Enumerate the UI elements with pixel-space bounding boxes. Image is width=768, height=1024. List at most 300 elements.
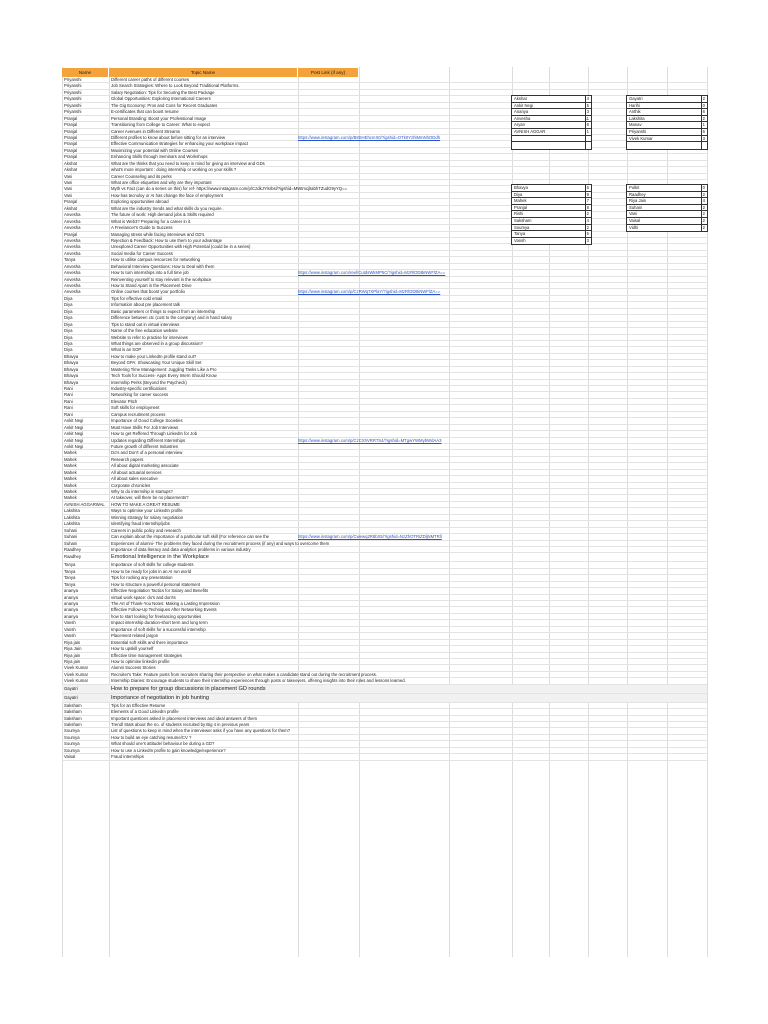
tally-row[interactable] — [627, 185, 707, 192]
cell-topic[interactable]: How to upskill yourself — [111, 646, 154, 652]
cell-topic[interactable]: Rejection & Feedback: How to use them to your advantage — [111, 237, 223, 243]
cell-topic[interactable]: Tech Tools for Success- Apps Every Intern Should Know — [111, 373, 217, 379]
cell-name[interactable]: Rani — [64, 386, 73, 391]
cell-name[interactable]: Vani — [64, 192, 73, 198]
cell-topic[interactable]: Importance of soft skills for college students — [111, 562, 194, 568]
cell-topic[interactable]: Emotional Intelligence in the Workplace — [111, 554, 209, 561]
cell-name[interactable]: Ankit Negi — [64, 437, 84, 443]
cell-topic[interactable]: Transitioning from College to Career: What to expect — [111, 122, 211, 128]
cell-post-link[interactable]: https://www.instagram.com/p/CzRWq7XPlaY/?igshid=MzRlODBiNWFlZA== — [298, 289, 441, 295]
cell-name[interactable]: Soumya — [64, 728, 80, 734]
table-row[interactable] — [62, 685, 707, 694]
cell-topic[interactable]: All about digital marketing associate — [111, 463, 179, 469]
cell-name[interactable]: Soumya — [64, 747, 80, 753]
cell-topic[interactable]: Tips for effective cold email — [111, 295, 163, 301]
cell-name[interactable]: Anvesha — [64, 237, 81, 243]
cell-topic[interactable]: Career Counseling and its perks — [111, 173, 172, 179]
cell-topic[interactable]: The Art of Thank-You Notes: Making a Lasting Impression — [111, 601, 220, 606]
cell-topic[interactable]: Salary Negotiation: Tips for Securing the Best Package — [111, 89, 215, 95]
tally-name: Priyanshi — [629, 128, 647, 134]
cell-topic[interactable]: How to utilise campus resources for networking — [111, 257, 201, 263]
cell-topic[interactable]: How to Stand Apart in the Placement Drive — [111, 283, 192, 288]
tally-box — [626, 184, 708, 232]
cell-name[interactable]: Mahek — [64, 476, 77, 482]
cell-topic[interactable]: Importance of Good College Societies — [111, 418, 183, 424]
cell-topic[interactable]: How to be ready for jobs in an AI run world — [111, 568, 192, 574]
cell-name[interactable]: Diya — [64, 334, 73, 340]
tally-row[interactable] — [512, 231, 591, 238]
cell-name[interactable]: Mahek — [64, 495, 77, 501]
cell-topic[interactable]: Ways to optimise your LinkedIn profile — [111, 508, 183, 514]
cell-topic[interactable]: Information about pre placement talk — [111, 302, 180, 308]
cell-name[interactable]: Anvesha — [64, 244, 81, 250]
tally-row[interactable] — [512, 96, 591, 103]
tally-row[interactable] — [627, 96, 707, 103]
cell-name[interactable]: Lakshita — [64, 508, 80, 514]
cell-topic[interactable]: Alumni Success Stories — [111, 665, 156, 671]
tally-row[interactable] — [512, 211, 591, 218]
cell-topic[interactable]: Global Opportunities: Exploring International Careers — [111, 96, 211, 102]
cell-name[interactable]: Diya — [64, 347, 73, 353]
cell-name[interactable]: Vani — [64, 173, 73, 179]
tally-box — [511, 95, 592, 150]
cell-name[interactable]: Saksham — [64, 715, 82, 721]
cell-name[interactable]: Priyanshi — [64, 96, 82, 102]
cell-name[interactable]: Mahek — [64, 450, 77, 456]
cell-topic[interactable]: Social media for Career Success — [111, 250, 173, 256]
tally-name: Soumya — [514, 224, 530, 230]
cell-topic[interactable]: Career Avenues in Different Streams — [111, 128, 181, 134]
cell-topic[interactable]: virtual work space: do's and don'ts — [111, 594, 176, 600]
tally-row[interactable] — [627, 142, 707, 149]
tally-row[interactable] — [627, 136, 707, 143]
tally-row[interactable] — [512, 103, 591, 110]
cell-topic[interactable]: How to structure a powerful personal statement — [111, 581, 201, 587]
cell-name[interactable]: Anvesha — [64, 283, 81, 288]
cell-name[interactable]: Suhani — [64, 540, 78, 546]
cell-topic[interactable]: how to start looking for freelancing opportunities — [111, 613, 202, 619]
tally-name: Ananya — [514, 109, 529, 115]
cell-topic[interactable]: Careers in public policy and research — [111, 527, 181, 533]
cell-topic[interactable]: List of questions to keep in mind when the interviewer asks if you have any questions for them? — [111, 728, 291, 734]
cell-name[interactable]: Priyanshi — [64, 89, 82, 95]
cell-name[interactable]: Saksham — [64, 709, 82, 715]
tally-name: Ankit Negi — [514, 102, 534, 108]
cell-name[interactable]: Mahek — [64, 456, 77, 462]
tally-count: 3 — [586, 109, 589, 115]
cell-topic[interactable]: Identifying fraud internship/jobs — [111, 521, 170, 527]
tally-count: 2 — [702, 211, 705, 217]
cell-name[interactable]: Riya jain — [64, 658, 81, 664]
tally-count: 11 — [584, 115, 589, 121]
cell-name[interactable]: Tanya — [64, 581, 76, 587]
tally-count: 8 — [586, 204, 589, 210]
cell-topic[interactable]: Networking for career success — [111, 392, 169, 398]
cell-name[interactable]: Pranjal — [64, 128, 78, 134]
cell-name[interactable]: ananya — [64, 607, 78, 613]
cell-topic[interactable]: Effective Negotiation Tactics for Salary and Benefits — [111, 588, 209, 594]
cell-topic[interactable]: How to optimise linkedin profile — [111, 658, 170, 664]
tally-name: Riya Jain — [629, 198, 647, 204]
cell-topic[interactable]: Importance of soft skills for a successful internship — [111, 626, 206, 632]
tally-row[interactable] — [512, 218, 591, 225]
cell-topic[interactable]: Basic parameters or things to expect from an internship — [111, 308, 216, 314]
cell-topic[interactable]: What are the industry trends and what skills do you require . — [111, 205, 224, 211]
tally-count: 9 — [586, 191, 589, 197]
tally-row[interactable] — [512, 136, 591, 143]
cell-name[interactable]: Akshat — [64, 167, 77, 173]
cell-topic[interactable]: How to build an eye catching resume/CV ? — [111, 734, 192, 740]
cell-name[interactable]: Mahek — [64, 469, 77, 475]
cell-name[interactable]: Mahek — [64, 482, 77, 488]
cell-name[interactable]: ananya — [64, 601, 78, 606]
cell-topic[interactable]: Internship Perks (Beyond the Paycheck) — [111, 379, 187, 385]
cell-topic[interactable]: Essential soft skills and there importance — [111, 639, 189, 645]
cell-name[interactable]: Suhani — [64, 534, 78, 540]
cell-name[interactable]: Tanya — [64, 568, 76, 574]
cell-name[interactable]: Vaisal — [64, 754, 76, 760]
cell-name[interactable]: Pranjal — [64, 231, 78, 237]
cell-topic[interactable]: How to prepare for group discussions in placement GD rounds — [111, 685, 266, 692]
tally-name: Lakshita — [629, 115, 645, 121]
cell-name[interactable]: Priyanshi — [64, 102, 82, 108]
tally-name: Raadhey — [629, 191, 646, 197]
cell-topic[interactable]: Enhancing Skills through Seminars and Workshops — [111, 154, 208, 160]
cell-topic[interactable]: Soft skills for employment — [111, 405, 160, 411]
cell-topic[interactable]: Fraud internships — [111, 754, 144, 760]
cell-topic[interactable]: Effective time management strategies — [111, 652, 183, 658]
cell-topic[interactable]: Can explain about the importance of a particular soft skill (For reference can see the — [111, 534, 270, 540]
cell-topic[interactable]: Placement related jargon — [111, 633, 159, 639]
tally-name: Diya — [514, 191, 523, 197]
cell-name[interactable]: Vivek Kumar — [64, 665, 89, 671]
tally-row[interactable] — [627, 103, 707, 110]
cell-name[interactable]: Akshat — [64, 160, 77, 166]
tally-name: Vani — [629, 211, 638, 217]
cell-name[interactable]: Diya — [64, 315, 73, 321]
cell-name[interactable]: ananya — [64, 594, 78, 600]
cell-name[interactable]: Anvesha — [64, 263, 81, 269]
cell-name[interactable]: Anvesha — [64, 218, 81, 224]
tally-name: Harihi — [629, 102, 640, 108]
cell-topic[interactable]: Internship Diaries: Encourage students to share their internship experiences through posts or takeovers, offering insights into their roles and lessons learned. — [111, 678, 406, 684]
cell-name[interactable]: Bhavya — [64, 366, 79, 372]
cell-topic[interactable]: AI takeover, will there be no placements? — [111, 495, 189, 501]
cell-name[interactable]: Mahek — [64, 489, 77, 494]
tally-row[interactable] — [627, 109, 707, 116]
cell-name[interactable]: Diya — [64, 295, 73, 301]
cell-topic[interactable]: Industry-specific certifications — [111, 386, 167, 391]
table-row[interactable] — [62, 553, 707, 562]
cell-topic[interactable]: Recruiter's Take: Feature posts from recruiters sharing their perspective on what makes a candidate stand out during the recruitment process. — [111, 671, 378, 677]
cell-topic[interactable]: All about actuarial services — [111, 469, 162, 475]
cell-topic[interactable]: How has tecnoloy or AI has change the face of employment — [111, 192, 223, 198]
cell-topic[interactable]: Corporate chronicles — [111, 482, 151, 488]
tally-row[interactable] — [627, 116, 707, 123]
tally-name: Gayatri — [629, 96, 643, 101]
cell-post-link[interactable]: https://www.instagram.com/p/CzCXhVRR7S4/?igshid=MTgwYWMybWdAA3 — [298, 437, 442, 443]
cell-name[interactable]: Pranjal — [64, 115, 78, 121]
cell-name[interactable]: Anvesha — [64, 250, 81, 256]
cell-topic[interactable]: Do's and Don't of a personal interview — [111, 450, 183, 456]
tally-name: Vidhi — [629, 224, 639, 230]
tally-row[interactable] — [627, 225, 707, 232]
cell-topic[interactable]: How to use a LinkedIn profile to gain knowledge/experience? — [111, 747, 226, 753]
cell-name[interactable]: Soumya — [64, 734, 80, 740]
cell-topic[interactable]: Job Search Strategies: Where to Look Beyond Traditional Platforms. — [111, 83, 240, 89]
cell-name[interactable]: Diya — [64, 321, 73, 327]
tally-row[interactable] — [512, 185, 591, 192]
cell-topic[interactable]: Online courses that boost your portfolio — [111, 289, 185, 295]
cell-name[interactable]: Vivek Kumar — [64, 671, 89, 677]
tally-row[interactable] — [512, 109, 591, 116]
cell-topic[interactable]: Website to refer to practise for interviews — [111, 334, 188, 340]
tally-name: Bhavya — [514, 185, 528, 190]
cell-topic[interactable]: Reinventing yourself to stay relevant in the workplace — [111, 276, 212, 282]
cell-name[interactable]: Akshat — [64, 205, 77, 211]
cell-topic[interactable]: Myth vs Fact (can do a series on this) for ref- https://www.instagram.com/p/CzdkJYlsrbsl/?igshid=MWtmcjlIabhTZudG9yYQ== — [111, 186, 348, 192]
tally-count: 2 — [586, 211, 589, 217]
tally-row[interactable] — [512, 205, 591, 212]
cell-topic[interactable]: HOW TO MAKE A GREAT RESUME — [111, 501, 180, 507]
tally-name: Vaisal — [629, 217, 641, 223]
cell-name[interactable]: Anvesha — [64, 225, 81, 231]
cell-name[interactable]: Ankit Negi — [64, 443, 84, 449]
cell-name[interactable]: Diya — [64, 302, 73, 308]
cell-topic[interactable]: Experiences of alumni- The problems they faced during the recruitment process (if any) and ways to overcome them — [111, 540, 330, 546]
tally-name: Aryan — [514, 122, 525, 128]
cell-topic[interactable]: Future growth of different Industries — [111, 443, 179, 449]
cell-name[interactable]: Bhavya — [64, 379, 79, 385]
table-row[interactable] — [62, 754, 707, 760]
cell-post-link[interactable]: https://www.instagram.com/p/Cwewq2R8bX5/?igshid=NzZhOTRiZDljNMTRll — [298, 534, 442, 540]
tally-name: Tanya — [514, 231, 526, 237]
tally-count: 4 — [586, 217, 589, 223]
cell-name[interactable]: Ankit Negi — [64, 424, 84, 430]
cell-name[interactable]: Rani — [64, 411, 73, 417]
cell-topic[interactable]: A Freelancer's Guide to Success — [111, 225, 173, 231]
tally-row[interactable] — [512, 122, 591, 129]
tally-count: 2 — [702, 191, 705, 197]
tally-count: 5 — [586, 231, 589, 237]
cell-topic[interactable]: Elements of a Good LinkedIn profile — [111, 709, 179, 715]
cell-name[interactable]: AVNISH AGGARWAL — [64, 501, 105, 507]
cell-topic[interactable]: Important questions asked in placement interviews and ideal answers of them — [111, 715, 257, 721]
tally-count: 2 — [586, 224, 589, 230]
cell-name[interactable]: ananya — [64, 613, 78, 619]
cell-topic[interactable]: Why to do internship in startups? — [111, 489, 173, 494]
tally-count: 4 — [702, 198, 705, 204]
cell-name[interactable]: Pranjal — [64, 122, 78, 128]
cell-topic[interactable]: How to make your LinkedIn profile stand out? — [111, 353, 197, 359]
cell-name[interactable]: Suhani — [64, 527, 78, 533]
tally-name: Pulkit — [629, 185, 640, 190]
cell-name[interactable]: ananya — [64, 588, 78, 594]
cell-name[interactable]: Riya jain — [64, 639, 81, 645]
cell-topic[interactable]: Mastering Time Management: Juggling Tasks Like a Pro — [111, 366, 217, 372]
cell-name[interactable]: Vansh — [64, 633, 76, 639]
tally-count: 5 — [586, 185, 589, 190]
cell-topic[interactable]: Research papers — [111, 456, 144, 462]
tally-row[interactable] — [512, 142, 591, 149]
cell-topic[interactable]: Tips for rocking any presentation — [111, 575, 173, 581]
cell-topic[interactable]: Maximizing your potential with Online Courses — [111, 147, 199, 153]
cell-name[interactable]: Anvesha — [64, 270, 81, 276]
cell-topic[interactable]: E-certificates that can boost resume — [111, 109, 179, 115]
cell-name[interactable]: Tanya — [64, 257, 76, 263]
cell-topic[interactable]: Tips for an Effective Resume — [111, 702, 166, 708]
tally-row[interactable] — [627, 198, 707, 205]
cell-topic[interactable]: Name of the free education website — [111, 328, 178, 334]
cell-topic[interactable]: Effective Follow-Up Techniques After Networking Events — [111, 607, 217, 613]
cell-topic[interactable]: Elevator Pitch — [111, 398, 138, 404]
cell-topic[interactable]: Effective Communication strategies for enhancing your workplace impact — [111, 141, 248, 147]
table-row[interactable] — [62, 694, 707, 703]
cell-topic[interactable]: Different profiles to know about before sitting for an interview — [111, 134, 226, 140]
cell-topic[interactable]: what's more important : doing internship or working on your skills ? — [111, 167, 237, 173]
cell-name[interactable]: Saksham — [64, 702, 82, 708]
cell-name[interactable]: Tanya — [64, 562, 76, 568]
cell-name[interactable]: Rani — [64, 398, 73, 404]
tally-name: Vivek Kumar — [629, 135, 653, 141]
table-rows — [62, 77, 707, 761]
cell-name[interactable]: Vansh — [64, 620, 76, 626]
cell-name[interactable]: Priyanshi — [64, 109, 82, 115]
cell-name[interactable]: Riya Jain — [64, 646, 82, 652]
tally-row[interactable] — [512, 225, 591, 232]
cell-name[interactable]: Rani — [64, 392, 73, 398]
cell-name[interactable]: Diya — [64, 308, 73, 314]
cell-topic[interactable]: What are office etiquettes and why are they important — [111, 180, 212, 185]
cell-name[interactable]: Pranjal — [64, 141, 78, 147]
cell-name[interactable]: Anvesha — [64, 276, 81, 282]
header-post-link[interactable]: Post Link (if any) — [298, 68, 358, 77]
tally-count: 0 — [702, 102, 705, 108]
cell-topic[interactable]: Importance of data literacy and data analytics problems in various industry — [111, 546, 251, 552]
cell-name[interactable]: Diya — [64, 328, 73, 334]
cell-name[interactable]: Riya jain — [64, 652, 81, 658]
cell-name[interactable]: Pranjal — [64, 147, 78, 153]
tally-name: AVNISH AGGAR — [514, 128, 546, 134]
tally-count: 0 — [702, 185, 705, 190]
cell-name[interactable]: Soumya — [64, 741, 80, 747]
cell-topic[interactable]: Campus recruitment process — [111, 411, 166, 417]
cell-name[interactable]: Gayatri — [64, 685, 78, 691]
tally-name: Vansh — [514, 237, 526, 243]
cell-name[interactable]: Pranjal — [64, 199, 78, 205]
cell-topic[interactable]: What things are observed in a group discussion? — [111, 340, 203, 346]
cell-topic[interactable]: What is Web3? Preparing for a career in it. — [111, 218, 192, 224]
cell-name[interactable]: Pranjal — [64, 154, 78, 160]
tally-count: 3 — [586, 237, 589, 243]
cell-topic[interactable]: Importance of negotiation in job hunting — [111, 694, 209, 701]
cell-name[interactable]: Diya — [64, 340, 73, 346]
cell-topic[interactable]: All about sales executive — [111, 476, 158, 482]
tally-count: 6 — [702, 109, 705, 115]
header-topic-name[interactable]: Topic Name — [109, 68, 297, 77]
cell-name[interactable]: Mahek — [64, 463, 77, 469]
cell-name[interactable]: Vivek Kumar — [64, 678, 89, 684]
cell-name[interactable]: Anvesha — [64, 289, 81, 295]
tally-row[interactable] — [627, 192, 707, 199]
cell-topic[interactable]: How to turn internships into a full time job — [111, 270, 189, 276]
tally-count: 1 — [702, 122, 705, 128]
cell-topic[interactable]: What is an SOP — [111, 347, 142, 353]
cell-name[interactable]: Bhavya — [64, 353, 79, 359]
cell-name[interactable]: Raadhey — [64, 546, 82, 552]
cell-topic[interactable]: Trendl Stats about the no. of students recruited by Big 4 in previous years — [111, 722, 250, 727]
cell-topic[interactable]: What are the thinks that you need to keep in mind for giving an interview and GDs — [111, 160, 265, 166]
cell-topic[interactable]: Different career paths of different courses — [111, 77, 190, 82]
cell-topic[interactable]: Must Have Skills For Job Interviews — [111, 424, 179, 430]
cell-topic[interactable]: Exploring opportunities abroad — [111, 199, 169, 205]
cell-name[interactable]: Vani — [64, 180, 73, 185]
tally-row[interactable] — [512, 129, 591, 136]
cell-topic[interactable]: Tips to stand out in virtual interviews — [111, 321, 180, 327]
cell-topic[interactable]: Impact internship duration-short term and long term — [111, 620, 208, 626]
tally-row[interactable] — [512, 198, 591, 205]
cell-name[interactable]: Raadhey — [64, 554, 82, 560]
cell-name[interactable]: Saksham — [64, 722, 82, 727]
cell-topic[interactable]: Unexplored Career Opportunities with High Potential (could be in a series) — [111, 244, 251, 250]
tally-row[interactable] — [627, 205, 707, 212]
tally-name: Suhani — [629, 204, 643, 210]
cell-name[interactable]: Lakshita — [64, 521, 80, 527]
tally-count: 6 — [702, 128, 705, 134]
tally-row[interactable] — [627, 211, 707, 218]
cell-topic[interactable]: Beyond GPA: Showcasing Your Unique Skill Set — [111, 360, 202, 366]
cell-name[interactable]: Lakshita — [64, 514, 80, 520]
tally-count: 5 — [586, 102, 589, 108]
cell-topic[interactable]: Managing stress while facing interviews and GD's — [111, 231, 205, 237]
cell-name[interactable]: Vani — [64, 186, 73, 192]
cell-topic[interactable]: Behavioral Interview Questions: How to Deal with them — [111, 263, 215, 269]
cell-name[interactable]: Priyanshi — [64, 83, 82, 89]
tally-name: Saksham — [514, 217, 532, 223]
cell-name[interactable]: Bhavya — [64, 360, 79, 366]
cell-name[interactable]: Ankit Negi — [64, 431, 84, 437]
cell-topic[interactable]: The Gig Economy: Pros and Cons for Recent Graduates — [111, 102, 218, 108]
tally-row[interactable] — [512, 192, 591, 199]
tally-row[interactable] — [512, 116, 591, 123]
tally-count: 2 — [702, 204, 705, 210]
cell-name[interactable]: Pranjal — [64, 134, 78, 140]
header-name[interactable]: Name — [62, 68, 108, 77]
tally-row[interactable] — [627, 122, 707, 129]
cell-name[interactable]: Ankit Negi — [64, 418, 84, 424]
cell-post-link[interactable]: https://www.instagram.com/reel/CutdsWkMP5C/?igshid=MzRlODBiNWFlZA== — [298, 270, 446, 276]
cell-topic[interactable]: Personal Branding: Boost your Professional Image — [111, 115, 207, 121]
tally-row[interactable] — [627, 218, 707, 225]
cell-name[interactable]: Rani — [64, 405, 73, 411]
cell-topic[interactable]: Winning strategy for salary negotiation — [111, 514, 184, 520]
cell-post-link[interactable]: https://www.instagram.com/p/B8SHEhcmX0/?igshid=OTk0YzhlMmNhODdh — [298, 134, 441, 140]
cell-topic[interactable]: Difference between ctc (cost to the company) and in hand salary — [111, 315, 233, 321]
cell-topic[interactable]: What should one's attitude/ behaviour be during a GD? — [111, 741, 215, 747]
cell-name[interactable]: Tanya — [64, 575, 76, 581]
tally-name: Rishi — [514, 211, 524, 217]
cell-topic[interactable]: How to get Reffered Through LinkedIn for Job — [111, 431, 198, 437]
cell-name[interactable]: Vansh — [64, 626, 76, 632]
cell-name[interactable]: Gayatri — [64, 694, 78, 700]
tally-row[interactable] — [512, 238, 591, 245]
cell-name[interactable]: Bhavya — [64, 373, 79, 379]
cell-topic[interactable]: The future of work: High demand jobs & Skills required — [111, 212, 214, 218]
cell-name[interactable]: Priyanshi — [64, 77, 82, 82]
tally-row[interactable] — [627, 129, 707, 136]
cell-name[interactable]: Anvesha — [64, 212, 81, 218]
cell-topic[interactable]: Updates regarding Different Internships — [111, 437, 186, 443]
